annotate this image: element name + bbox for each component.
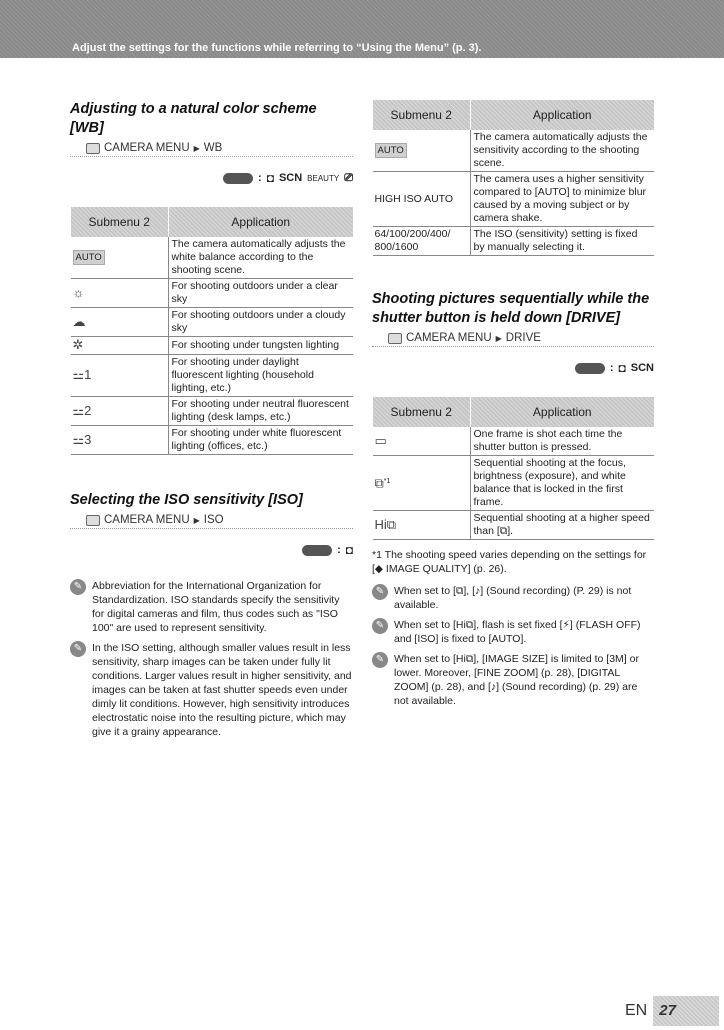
movie-mode-icon: ⎚ (344, 171, 353, 184)
table-row (71, 279, 354, 308)
note-icon: ✎ (372, 584, 388, 600)
table-row (71, 355, 354, 397)
banner-text: Adjust the settings for the functions while referring to “Using the Menu” (p. 3). (72, 42, 482, 54)
table-row (71, 337, 354, 355)
note-icon: ✎ (372, 618, 388, 634)
note (70, 641, 353, 739)
drive-desc: One frame is shot each time the shutter button is pressed. (470, 427, 654, 456)
iso-option-auto: AUTO (375, 143, 407, 158)
iso-title: Selecting the ISO sensitivity [ISO] (70, 492, 303, 508)
table-row (71, 237, 354, 279)
wb-option-auto: AUTO (73, 250, 105, 265)
camera-menu-icon (86, 515, 100, 526)
arrow-right-icon: ▶ (495, 333, 502, 343)
table-row (71, 397, 354, 426)
table-row (373, 130, 655, 172)
iso-header-submenu: Submenu 2 (373, 100, 471, 130)
drive-note-3: When set to [Hi⧉], [IMAGE SIZE] is limited to [3M] or lower. Moreover, [FINE ZOOM] (p. 28), [DIGITAL ZOOM] (p. 28), and [♪] (Sound recording) (p. 29) are not available. (394, 653, 639, 707)
drive-mode-row (372, 361, 654, 375)
page-number: 27 (653, 996, 719, 1026)
table-row (373, 427, 655, 456)
drive-menu-path (372, 330, 654, 347)
beauty-mode: BEAUTY (307, 173, 340, 183)
colon-separator: : (609, 362, 614, 374)
arrow-right-icon: ▶ (193, 143, 200, 153)
language-label: EN (625, 1002, 648, 1019)
note (372, 584, 654, 612)
iso-note-2: In the ISO setting, although smaller values result in less sensitivity, sharp images can be taken under fully lit conditions. Larger values result in higher sensitivity, and images can be taken at fast shutter speeds even under dimly lit conditions. However, high sensitivity introduces electrostatic noise into the resulting picture, which may give it a grainy appearance. (92, 642, 352, 738)
top-banner (0, 0, 724, 58)
note-icon: ✎ (372, 652, 388, 668)
drive-table (372, 397, 654, 540)
table-row (71, 426, 354, 455)
camera-menu-icon (86, 143, 100, 154)
drive-note-2: When set to [Hi⧉], flash is set fixed [⚡] (FLASH OFF) and [ISO] is fixed to [AUTO]. (394, 619, 641, 645)
camera-mode-icon: ◘ (618, 361, 626, 375)
program-mode-icon (223, 173, 253, 184)
fluorescent-1-icon: ⚍1 (72, 367, 92, 382)
note-icon: ✎ (70, 641, 86, 657)
wb-desc: For shooting under white fluorescent lighting (offices, etc.) (168, 426, 353, 455)
drive-header-submenu: Submenu 2 (373, 397, 471, 427)
table-row (71, 308, 354, 337)
camera-mode-icon: ◘ (266, 171, 274, 185)
iso-note-1: Abbreviation for the International Organization for Standardization. ISO standards specify the sensitivity for digital cameras and film, thus codes such as "ISO 100" are used to represent sensitivity. (92, 580, 340, 634)
program-mode-icon (302, 545, 332, 556)
colon-separator: : (258, 172, 262, 184)
drive-title: Shooting pictures sequentially while the shutter button is held down [DRIVE] (372, 291, 650, 326)
program-mode-icon (575, 363, 605, 374)
wb-menu-label: CAMERA MENU (104, 142, 190, 154)
drive-desc: Sequential shooting at the focus, brightness (exposure), and white balance that is locked in the first frame. (470, 456, 654, 511)
wb-desc: For shooting outdoors under a clear sky (168, 279, 353, 308)
iso-menu-item: ISO (203, 514, 224, 526)
drive-menu-label: CAMERA MENU (406, 332, 492, 344)
iso-desc: The ISO (sensitivity) setting is fixed by manually selecting it. (470, 227, 654, 256)
wb-desc: For shooting under tungsten lighting (168, 337, 353, 355)
table-row (373, 456, 655, 511)
wb-desc: For shooting outdoors under a cloudy sky (168, 308, 353, 337)
note-icon: ✎ (70, 579, 86, 595)
page-footer (625, 996, 719, 1026)
iso-menu-path (70, 512, 353, 529)
drive-menu-item: DRIVE (505, 332, 541, 344)
wb-menu-path (70, 140, 353, 157)
drive-header-application: Application (470, 397, 654, 427)
iso-header-application: Application (470, 100, 654, 130)
wb-mode-row (70, 171, 353, 185)
single-frame-icon: ▭ (374, 432, 387, 448)
wb-menu-item: WB (203, 142, 223, 154)
sun-icon: ☼ (72, 284, 85, 300)
camera-mode-icon: ◘ (345, 543, 353, 557)
scn-mode: SCN (630, 362, 654, 374)
colon-separator: : (337, 544, 341, 556)
table-row (373, 172, 655, 227)
table-row (373, 511, 655, 540)
left-column (70, 100, 353, 745)
note (372, 652, 654, 708)
iso-menu-label: CAMERA MENU (104, 514, 190, 526)
cloud-icon: ☁ (72, 313, 86, 329)
right-column (372, 100, 654, 714)
wb-desc: For shooting under daylight fluorescent lighting (household lighting, etc.) (168, 355, 353, 397)
drive-footnote: *1 The shooting speed varies depending on the settings for [◆ IMAGE QUALITY] (p. 26). (372, 549, 647, 575)
iso-option-manual: 64/100/200/400/ 800/1600 (374, 228, 451, 253)
wb-header-application: Application (168, 207, 353, 237)
wb-desc: The camera automatically adjusts the white balance according to the shooting scene. (168, 237, 353, 279)
fluorescent-3-icon: ⚍3 (72, 431, 92, 447)
scn-mode: SCN (278, 172, 303, 184)
iso-desc: The camera automatically adjusts the sensitivity according to the shooting scene. (470, 130, 654, 172)
wb-desc: For shooting under neutral fluorescent lighting (desk lamps, etc.) (168, 397, 353, 426)
wb-title: Adjusting to a natural color scheme [WB] (70, 101, 317, 136)
table-row (373, 227, 655, 256)
arrow-right-icon: ▶ (193, 515, 200, 525)
wb-table (70, 207, 353, 455)
sequential-icon: ⧉ (374, 475, 384, 491)
fluorescent-2-icon: ⚍2 (72, 402, 92, 418)
drive-note-1: When set to [⧉], [♪] (Sound recording) (P. 29) is not available. (394, 585, 632, 611)
tungsten-bulb-icon: ✲ (72, 337, 84, 352)
note (372, 618, 654, 646)
iso-desc: The camera uses a higher sensitivity compared to [AUTO] to minimize blur caused by a moving subject or by camera shake. (470, 172, 654, 227)
note (70, 579, 353, 635)
iso-table (372, 100, 654, 256)
camera-menu-icon (388, 333, 402, 344)
drive-desc: Sequential shooting at a higher speed than [⧉]. (470, 511, 654, 540)
iso-option-high: HIGH ISO AUTO (374, 192, 454, 205)
hi-speed-sequential-icon: Hi⧉ (374, 516, 397, 532)
wb-header-submenu: Submenu 2 (71, 207, 169, 237)
footnote-marker: *1 (383, 477, 391, 485)
iso-mode-row (70, 543, 353, 557)
